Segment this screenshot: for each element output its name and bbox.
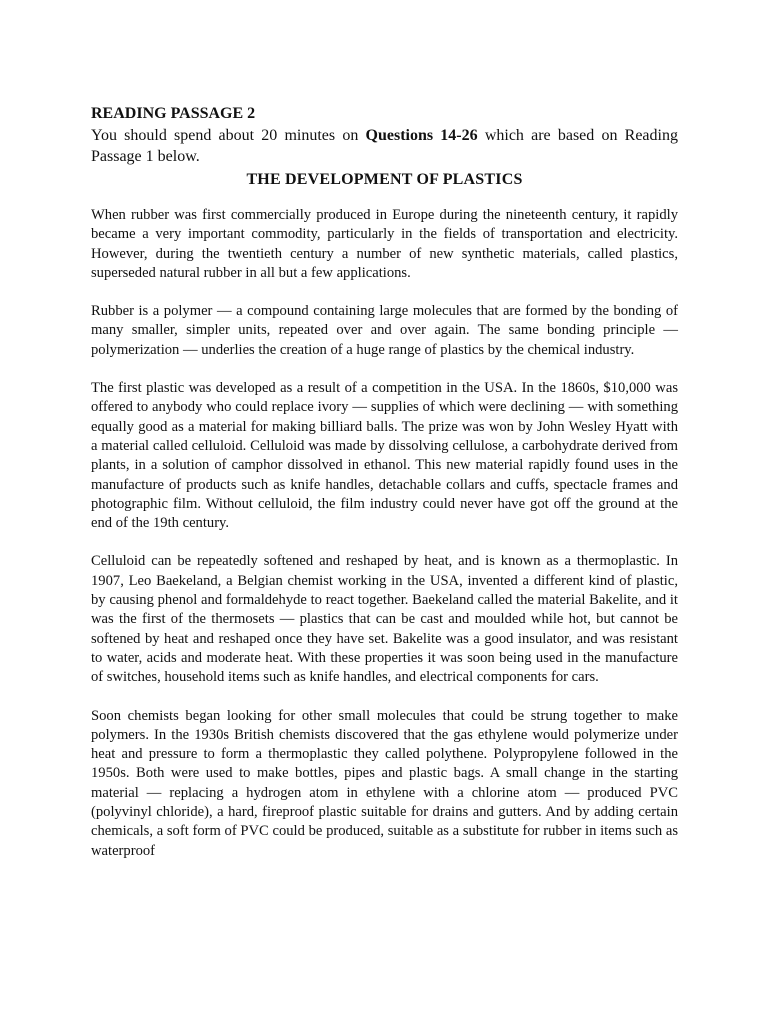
document-page [91, 103, 678, 880]
instructions-before: You should spend about 20 minutes on [91, 127, 366, 144]
paragraph-4: Celluloid can be repeatedly softened and reshaped by heat, and is known as a thermoplastic. In 1907, Leo Baekeland, a Belgian chemist working in the USA, invented a different kind of plastic, by causing phenol and formaldehyde to react together. Baekeland called the material Bakelite, and it was the first of the thermosets — plastics that can be cast and moulded while hot, but cannot be softened by heat and reshaped once they have set. Bakelite was a good insulator, and was resistant to water, acids and moderate heat. With these properties it was soon being used in the manufacture of switches, household items such as knife handles, and electrical components for cars. [91, 553, 678, 686]
passage-heading: READING PASSAGE 2 [91, 105, 256, 122]
paragraph-3: The first plastic was developed as a result of a competition in the USA. In the 1860s, $10,000 was offered to anybody who could replace ivory — supplies of which were declining — with something equally good as a material for making billiard balls. The prize was won by John Wesley Hyatt with a material called celluloid. Celluloid was made by dissolving cellulose, a carbohydrate derived from plants, in a solution of camphor dissolved in ethanol. This new material rapidly found uses in the manufacture of products such as knife handles, detachable collars and cuffs, spectacle frames and photographic film. Without celluloid, the film industry could never have got off the ground at the end of the 19th century. [91, 380, 678, 532]
paragraph-5: Soon chemists began looking for other small molecules that could be strung together to make polymers. In the 1930s British chemists discovered that the gas ethylene would polymerize under heat and pressure to form a thermoplastic they called polythene. Polypropylene followed in the 1950s. Both were used to make bottles, pipes and plastic bags. A small change in the starting material — replacing a hydrogen atom in ethylene with a chlorine atom — produced PVC (polyvinyl chloride), a hard, fireproof plastic suitable for drains and gutters. And by adding certain chemicals, a soft form of PVC could be produced, suitable as a substitute for rubber in items such as waterproof [91, 707, 678, 859]
instructions-questions: Questions 14-26 [365, 127, 478, 144]
instructions-after: which are based on Reading Passage 1 below. [91, 127, 678, 165]
instructions-text [91, 125, 678, 167]
paragraph-1: When rubber was first commercially produced in Europe during the nineteenth century, it rapidly became a very important commodity, particularly in the fields of transportation and electricity. However, during the twentieth century a number of new synthetic materials, called plastics, superseded natural rubber in all but a few applications. [91, 207, 678, 281]
paragraph-2: Rubber is a polymer — a compound containing large molecules that are formed by the bonding of many smaller, simpler units, repeated over and over again. The same bonding principle — polymerization — underlies the creation of a huge range of plastics by the chemical industry. [91, 303, 678, 358]
passage-title: THE DEVELOPMENT OF PLASTICS [246, 171, 523, 188]
